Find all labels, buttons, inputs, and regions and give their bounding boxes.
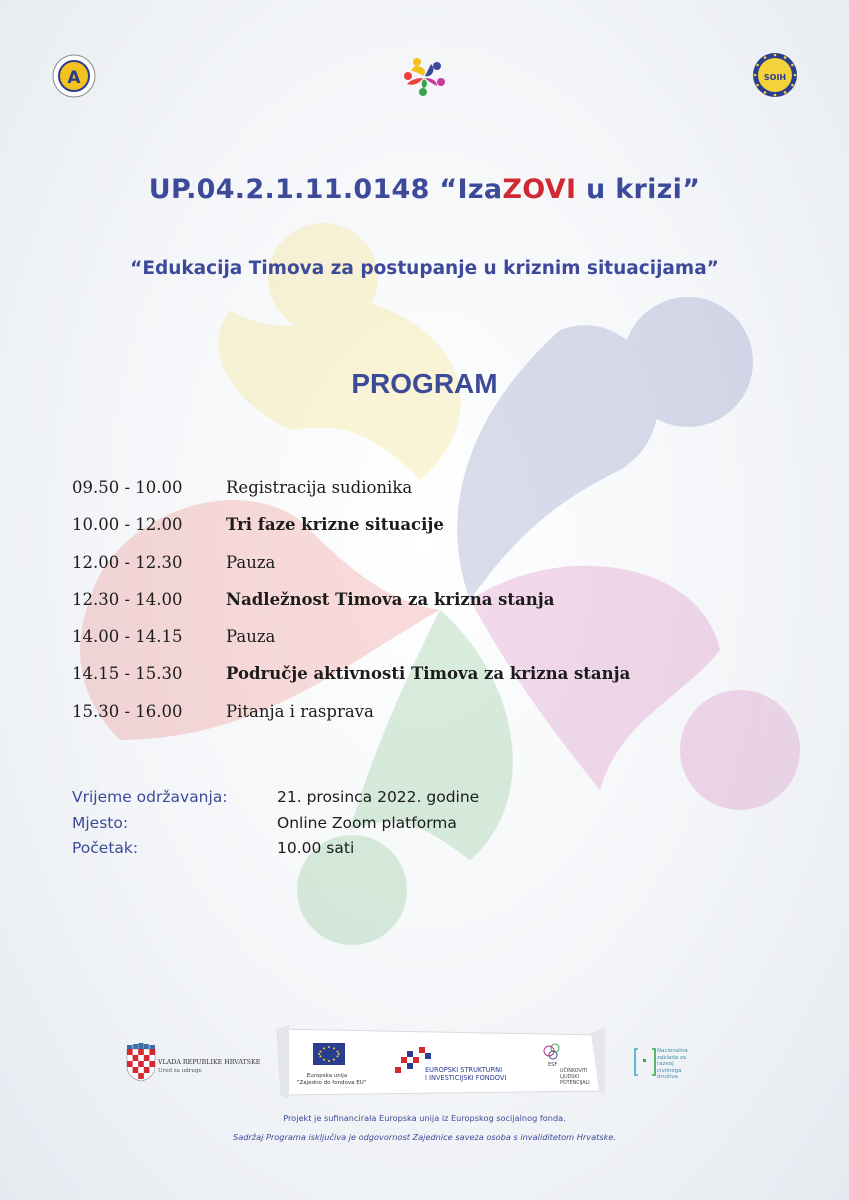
- date-row: [72, 788, 772, 814]
- event-subtitle: “Edukacija Timova za postupanje u kriznim situacijama”: [130, 258, 719, 279]
- schedule-row: [72, 627, 772, 664]
- program-heading: PROGRAM: [351, 368, 498, 399]
- start-label: Početak:: [72, 839, 139, 857]
- soih-logo: [752, 52, 798, 98]
- schedule-row: [72, 553, 772, 590]
- eu-label: Europska unija: [306, 1073, 348, 1079]
- title-suffix: u krizi”: [576, 174, 701, 205]
- gov-name: VLADA REPUBLIKE HRVATSKE: [158, 1059, 261, 1066]
- schedule-time: 14.00 - 14.15: [72, 627, 183, 647]
- date-value: 21. prosinca 2022. godine: [277, 788, 480, 806]
- esif-line1: EUROPSKI STRUKTURNI: [425, 1066, 503, 1074]
- project-figures-logo: [401, 52, 447, 98]
- schedule-activity: Pitanja i rasprava: [226, 701, 374, 721]
- date-label: Vrijeme održavanja:: [72, 788, 228, 806]
- schedule-time: 12.30 - 14.00: [72, 589, 183, 609]
- national-foundation-name: Nacionalna zaklada za razvoj civilnoga društva: [657, 1048, 688, 1081]
- esif-line2: I INVESTICIJSKI FONDOVI: [425, 1074, 507, 1082]
- schedule-row: [72, 590, 772, 627]
- place-row: [72, 814, 772, 840]
- event-details: [72, 788, 772, 865]
- ulj-label: UČINKOVITI LJUDSKI POTENCIJALI: [560, 1069, 590, 1086]
- place-value: Online Zoom platforma: [277, 813, 457, 832]
- schedule-activity: Registracija sudionika: [226, 478, 413, 497]
- esf-vertical-label: ESF: [548, 1062, 558, 1068]
- schedule-activity: Područje aktivnosti Timova za krizna stanja: [226, 664, 631, 684]
- schedule-time: 14.15 - 15.30: [72, 664, 183, 684]
- schedule-time: 12.00 - 12.30: [72, 552, 183, 572]
- schedule-time: 10.00 - 12.00: [72, 515, 183, 535]
- eu-slogan: "Zajedno do fondova EU": [297, 1080, 367, 1086]
- schedule-row: [72, 702, 772, 739]
- start-value: 10.00 sati: [277, 839, 355, 857]
- gov-office: Ured za udruge: [158, 1068, 202, 1074]
- title-prefix: UP.04.2.1.11.0148 “Iza: [148, 174, 503, 205]
- schedule-activity: Pauza: [226, 627, 276, 647]
- cofinancing-note: Projekt je sufinancirala Europska unija iz Europskog socijalnog fonda.: [283, 1113, 566, 1123]
- eu-funds-banner: [273, 1023, 607, 1098]
- start-row: [72, 839, 772, 865]
- schedule-row: [72, 664, 772, 701]
- association-logo-left: [52, 54, 96, 98]
- schedule-activity: Tri faze krizne situacije: [226, 515, 444, 535]
- schedule-row: [72, 515, 772, 552]
- schedule-time: 09.50 - 10.00: [72, 478, 183, 497]
- svg-text:A: A: [67, 68, 81, 88]
- title-highlight: ZOVI: [502, 174, 577, 205]
- schedule-row: [72, 478, 772, 515]
- schedule-time: 15.30 - 16.00: [72, 701, 183, 721]
- svg-text:SOIH: SOIH: [763, 73, 787, 82]
- project-title: [0, 174, 849, 205]
- program-schedule: [72, 478, 772, 739]
- place-label: Mjesto:: [72, 813, 129, 832]
- schedule-activity: Nadležnost Timova za krizna stanja: [226, 589, 555, 609]
- disclaimer-note: Sadržaj Programa isključiva je odgovornost Zajednice saveza osoba s invaliditetom Hrvatske.: [233, 1132, 616, 1142]
- schedule-activity: Pauza: [226, 552, 276, 572]
